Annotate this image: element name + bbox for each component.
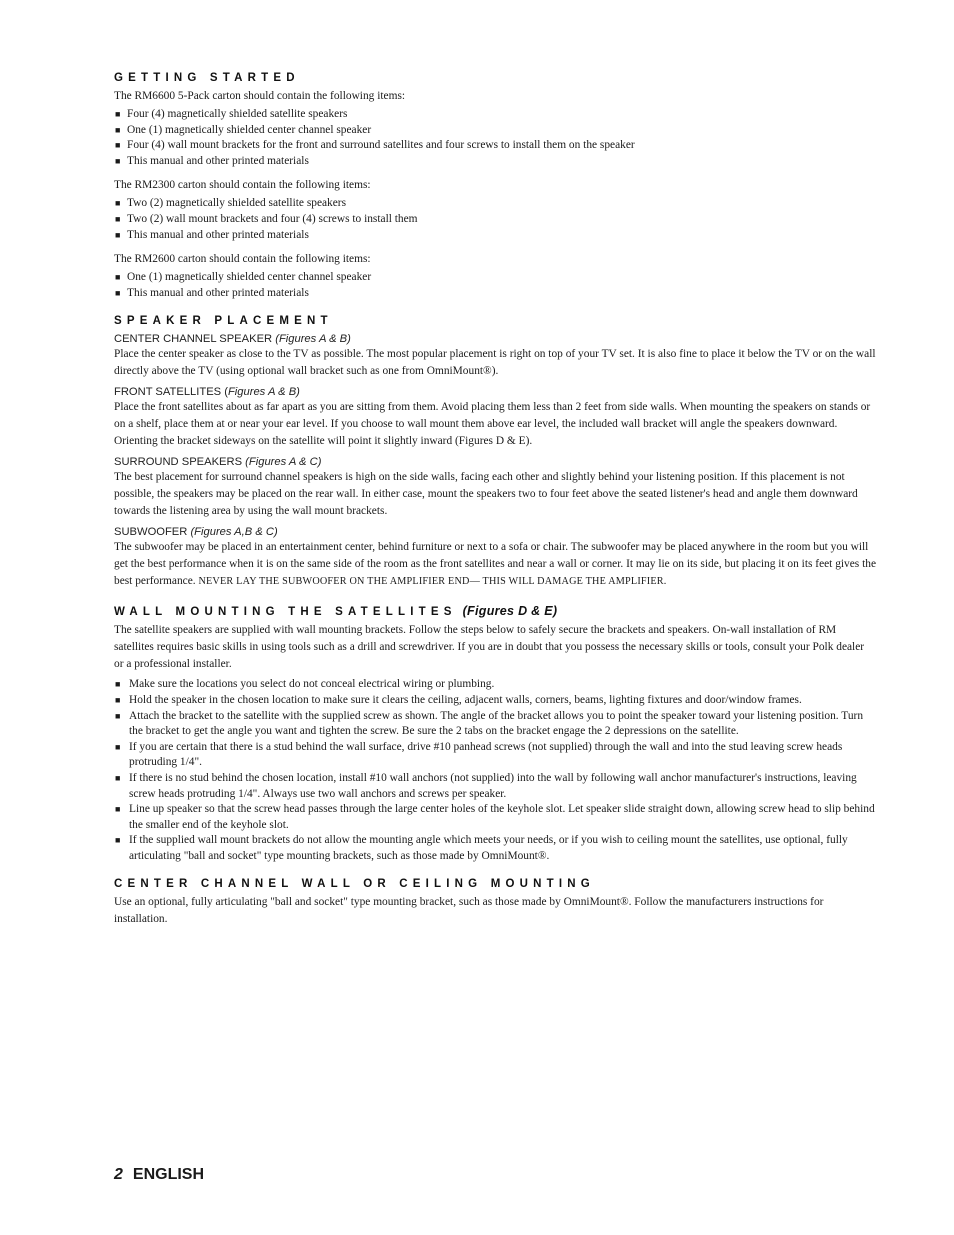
list-item: ■ Attach the bracket to the satellite with the supplied screw as shown. The angle of the bracket allows you to point the speaker toward your listening position. Turn the bracket to get the angle you want and tighten the screw. Be sure the 2 tabs on the bracket engage the 2 depressions on the satellite. <box>115 709 864 738</box>
page-footer <box>114 1166 204 1184</box>
bullet-square-icon: ■ <box>115 124 121 135</box>
list-item: ■ Four (4) wall mount brackets for the front and surround satellites and four screws to install them on the speaker <box>114 138 876 154</box>
wall-mounting-heading: WALL MOUNTING THE SATELLITES (Figures D & E) <box>114 604 558 619</box>
list-item: ■ One (1) magnetically shielded center channel speaker <box>114 123 876 139</box>
list-item: ■ Make sure the locations you select do not conceal electrical wiring or plumbing. <box>114 677 876 693</box>
rm2300-items-list <box>114 196 876 243</box>
list-item: ■ Two (2) wall mount brackets and four (4) screws to install them <box>114 212 876 228</box>
list-item: ■ If the supplied wall mount brackets do not allow the mounting angle which meets your needs, or if you wish to ceiling mount the satellites, use optional, fully articulating "ball and socket" type mounting brackets, such as those made by OmniMount®. <box>115 834 848 862</box>
list-item: ■ This manual and other printed materials <box>114 228 876 244</box>
bullet-square-icon: ■ <box>115 140 121 151</box>
bullet-square-icon: ■ <box>115 804 121 815</box>
bullet-square-icon: ■ <box>115 109 121 119</box>
bullet-square-icon: ■ <box>115 710 121 721</box>
surround-speakers-subheading: SURROUND SPEAKERS (Figures A & C) <box>114 456 322 469</box>
rm2600-items-list <box>114 270 876 301</box>
language-label: ENGLISH <box>132 1166 205 1183</box>
bullet-square-icon: ■ <box>115 272 121 283</box>
center-channel-mounting-text: Use an optional, fully articulating "ball and socket" type mounting bracket, such as those made by OmniMount®. Follow the manufacturers instructions for installation. <box>114 896 824 926</box>
wall-mounting-steps <box>114 677 876 864</box>
list-item: ■ Four (4) magnetically shielded satellite speakers <box>114 107 876 123</box>
page-number: 2 <box>114 1166 123 1183</box>
bullet-square-icon: ■ <box>115 213 121 224</box>
center-channel-subheading: CENTER CHANNEL SPEAKER (Figures A & B) <box>114 333 351 346</box>
front-satellites-text: Place the front satellites about as far apart as you are sitting from them. Avoid placing them less than 2 feet from side walls. When mounting the speakers on stands or on a shelf, place them at or near your ear level. If you choose to wall mount them above ear level, the included wall bracket will angle the speakers downward. Orienting the bracket sideways on the satellite will point it slightly inward (Figures D & E). <box>114 401 871 448</box>
bullet-square-icon: ■ <box>115 835 121 846</box>
list-item: ■ One (1) magnetically shielded center channel speaker <box>114 270 876 286</box>
bullet-square-icon: ■ <box>115 229 121 240</box>
center-channel-mounting-heading: CENTER CHANNEL WALL OR CEILING MOUNTING <box>114 878 595 891</box>
subwoofer-warning: NEVER LAY THE SUBWOOFER ON THE AMPLIFIER END— THIS WILL DAMAGE THE AMPLIFIER. <box>198 576 667 588</box>
front-satellites-subheading: FRONT SATELLITES (Figures A & B) <box>114 386 300 399</box>
list-item: ■ Hold the speaker in the chosen location to make sure it clears the ceiling, adjacent walls, corners, beams, lighting fixtures and door/window frames. <box>114 693 876 709</box>
rm6600-items-list <box>114 107 876 169</box>
list-item: ■ If there is no stud behind the chosen location, install #10 wall anchors (not supplied) into the wall by following wall anchor manufacturer's instructions, leaving screw heads protruding 1/4". Always use two wall anchors and screws per speaker. <box>115 771 857 800</box>
list-item: ■ Two (2) magnetically shielded satellite speakers <box>114 196 876 212</box>
bullet-square-icon: ■ <box>115 155 121 166</box>
bullet-square-icon: ■ <box>115 694 121 705</box>
bullet-square-icon: ■ <box>115 772 121 783</box>
center-channel-text: Place the center speaker as close to the TV as possible. The most popular placement is right on top of your TV set. It is also fine to place it below the TV or on the wall directly above the TV (using optional wall bracket such as one from OmniMount®). <box>114 348 876 378</box>
list-item: ■ This manual and other printed materials <box>114 154 876 170</box>
wall-mounting-intro: The satellite speakers are supplied with wall mounting brackets. Follow the steps below to safely secure the brackets and speakers. On-wall installation of RM satellites requires basic skills in using tools such as a drill and screwdriver. If you are in doubt that you possess the necessary skills or tools, consult your Polk dealer or a professional installer. <box>114 624 865 671</box>
subwoofer-subheading: SUBWOOFER (Figures A,B & C) <box>114 526 278 539</box>
getting-started-heading: GETTING STARTED <box>114 72 300 84</box>
bullet-square-icon: ■ <box>115 679 121 690</box>
bullet-square-icon: ■ <box>115 741 121 752</box>
rm2300-intro: The RM2300 carton should contain the following items: <box>114 179 371 192</box>
rm2600-intro: The RM2600 carton should contain the following items: <box>114 253 371 266</box>
bullet-square-icon: ■ <box>115 287 121 298</box>
speaker-placement-heading: SPEAKER PLACEMENT <box>114 315 333 328</box>
surround-speakers-text: The best placement for surround channel speakers is high on the side walls, facing each other and slightly behind your listening position. If this placement is not possible, the speakers may be placed on the rear wall. In either case, mount the speakers two to four feet above the seated listener's head and angle them downward towards the listening area by using the wall mount brackets. <box>114 471 858 518</box>
list-item: ■ If you are certain that there is a stud behind the wall surface, drive #10 panhead screws (not supplied) through the wall and into the stud leaving screw heads protruding 1/4". <box>115 740 843 769</box>
list-item: ■ This manual and other printed materials <box>114 286 876 302</box>
list-item: ■ Line up speaker so that the screw head passes through the large center holes of the keyhole slot. Let speaker slide straight down, allowing screw head to slip behind the smaller end of the keyhole slot. <box>115 803 875 831</box>
rm6600-intro: The RM6600 5-Pack carton should contain the following items: <box>114 90 406 102</box>
manual-page <box>114 72 876 928</box>
subwoofer-text: The subwoofer may be placed in an entertainment center, behind furniture or next to a sofa or chair. The subwoofer may be placed anywhere in the room but you will get the best performance when it is on the same side of the room as the front satellites and near a wall or corner. It may lie on its side, but placing it on its feet gives the best performance. NEVER LAY THE SUBWOOFER ON THE AMPLIFIER END— THIS WILL DAMAGE THE AMPLIFIER. <box>114 541 877 588</box>
bullet-square-icon: ■ <box>115 198 121 209</box>
